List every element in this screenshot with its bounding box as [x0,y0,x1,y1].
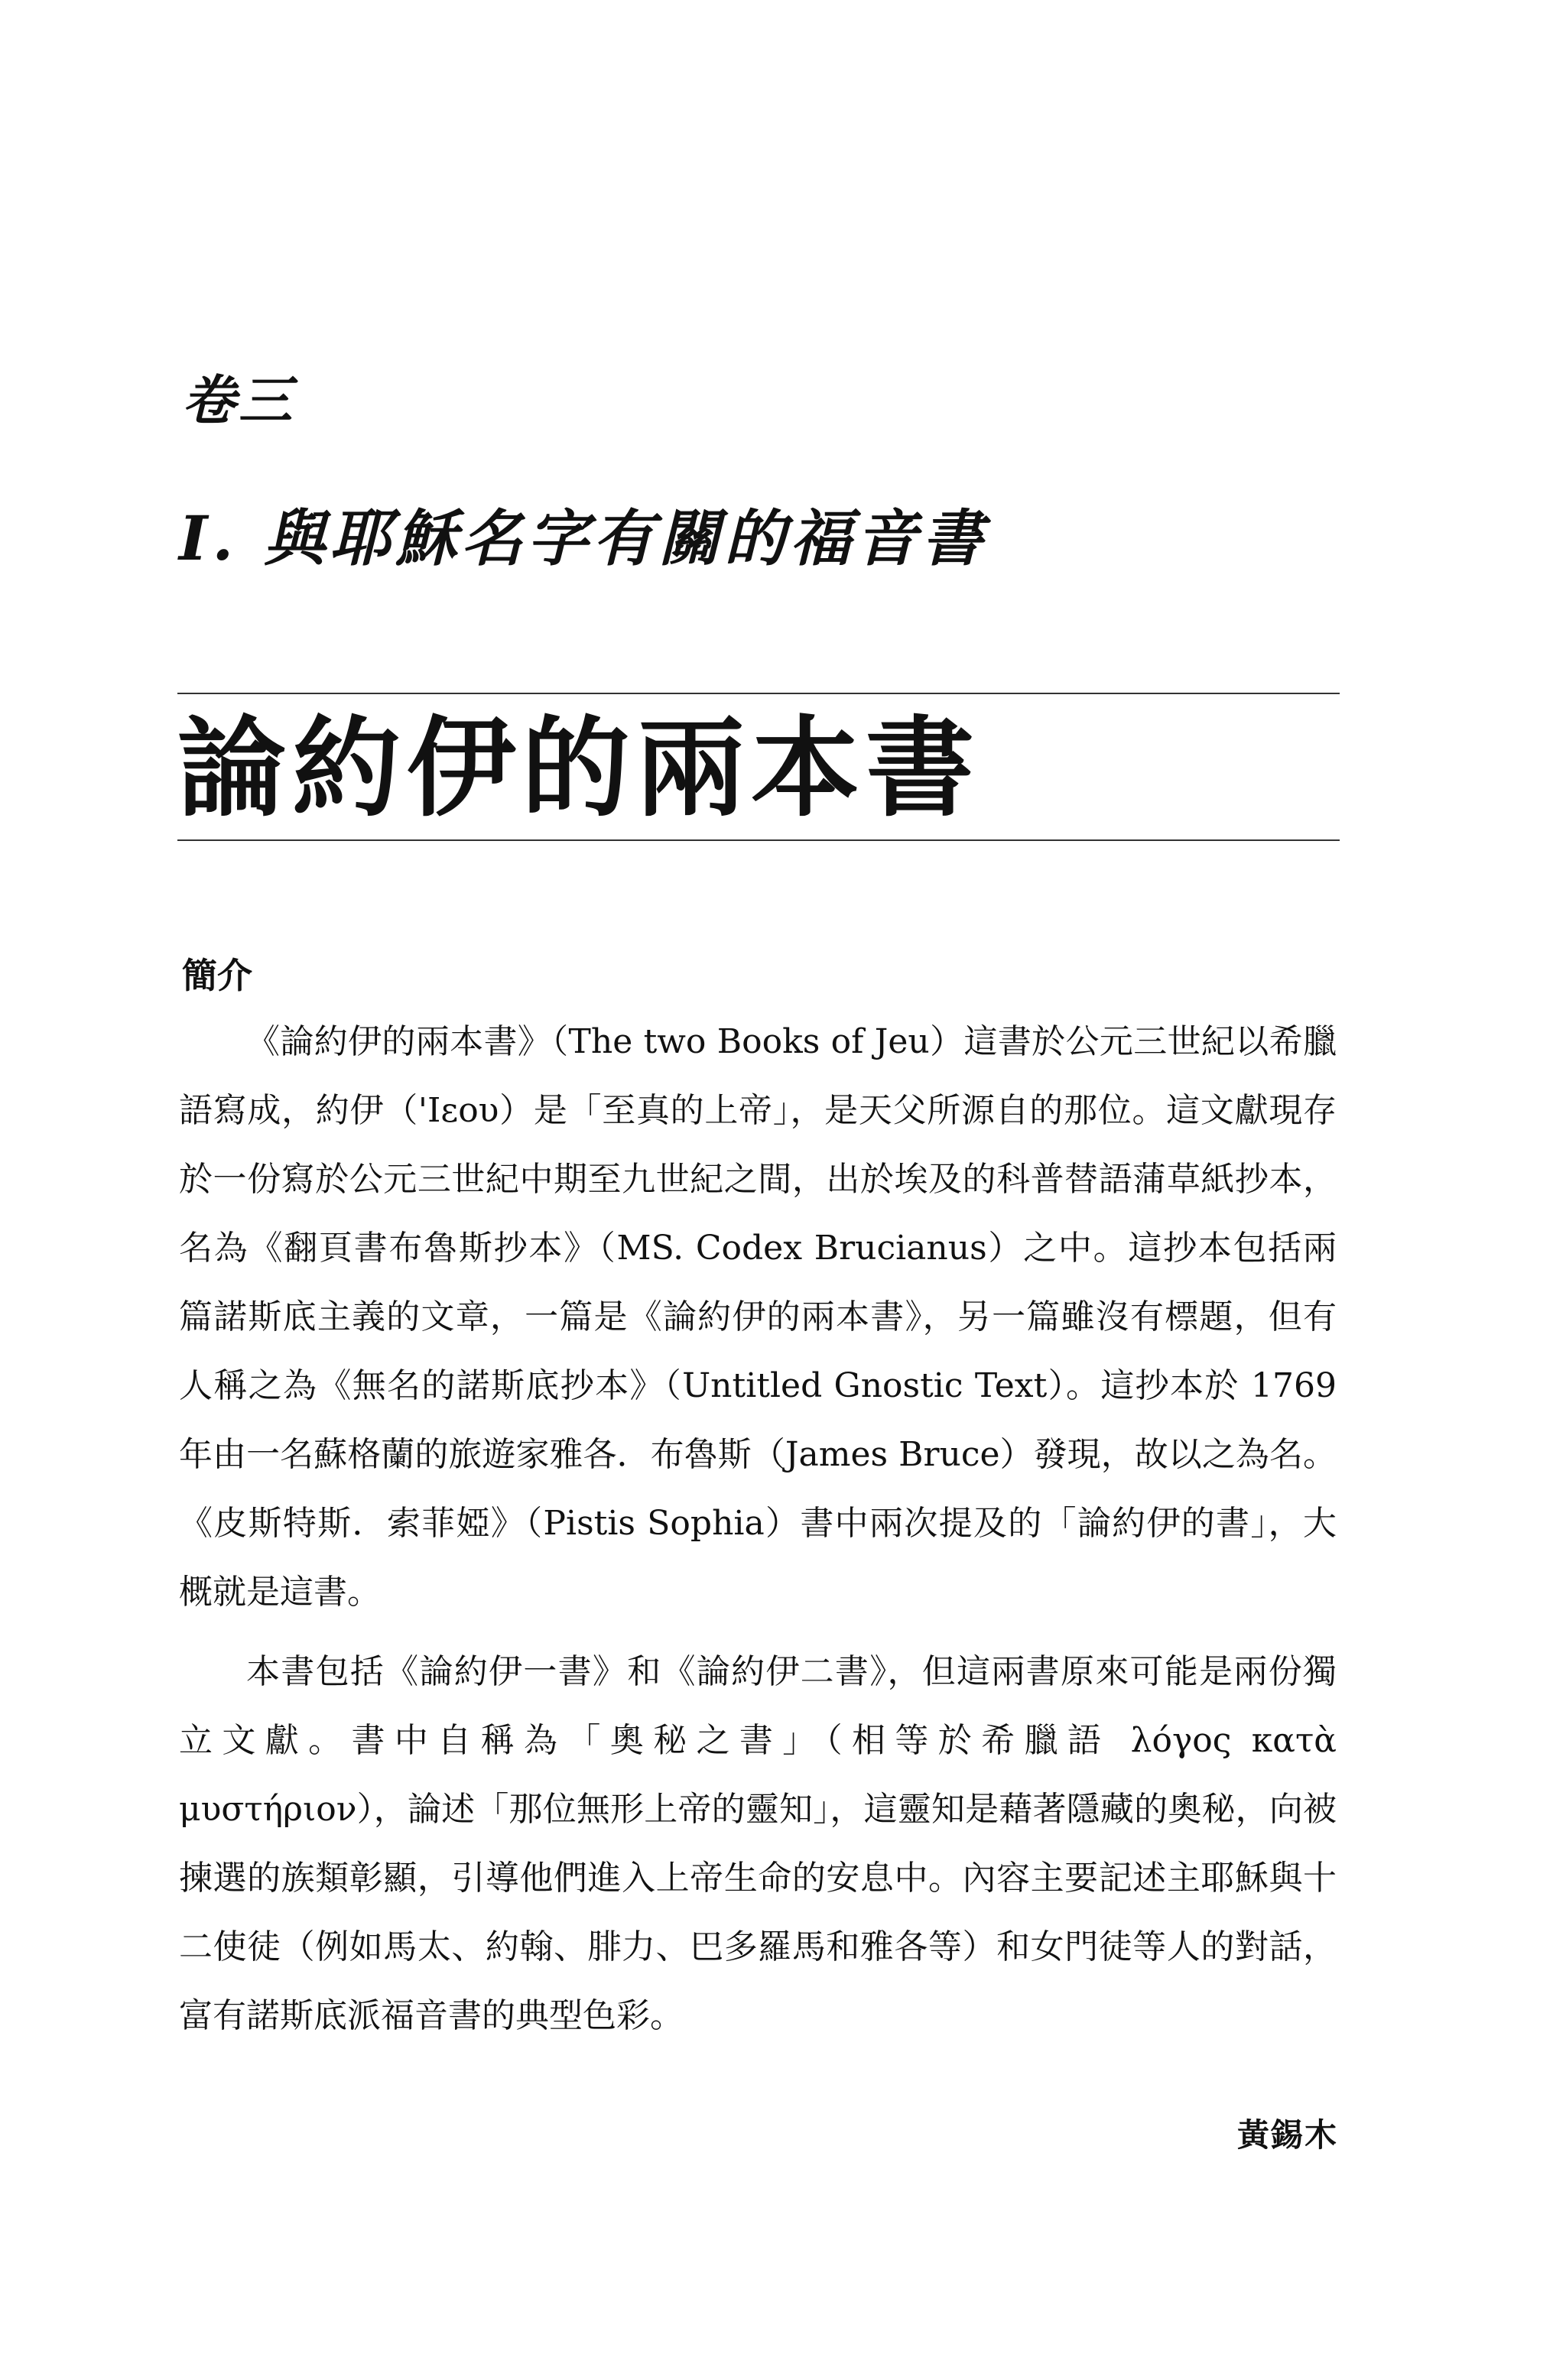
section-title: I. 與耶穌名字有關的福音書 [179,502,988,574]
document-title: 論約伊的兩本書 [177,706,980,832]
volume-label: 卷三 [182,369,295,432]
paragraph: 本書包括《論約伊一書》和《論約伊二書》，但這兩書原來可能是兩份獨立文獻。書中自稱為「奧秘之書」（相等於希臘語 λόγος κατὰ μυστήριον），論述「那位無形上帝的靈知」，這靈知是藉著隱藏的奧秘，向被揀選的族類彰顯，引導他們進入上帝生命的安息中。內容主要記述主耶穌與十二使徒（例如馬太、約翰、腓力、巴多羅馬和雅各等）和女門徒等人的對話，富有諾斯底派福音書的典型色彩。 [179,1652,1337,2035]
title-rule-top [177,693,1340,694]
title-rule-bottom [177,839,1340,841]
paragraph: 《論約伊的兩本書》（The two Books of Jeu）這書於公元三世紀以希臘語寫成，約伊（'Ιεου）是「至真的上帝」，是天父所源自的那位。這文獻現存於一份寫於公元三世紀中期至九世紀之間，出於埃及的科普替語蒲草紙抄本，名為《翻頁書布魯斯抄本》（MS. Codex Brucianus）之中。這抄本包括兩篇諾斯底主義的文章，一篇是《論約伊的兩本書》，另一篇雖沒有標題，但有人稱之為《無名的諾斯底抄本》（Untitled Gnostic Text）。這抄本於 1769 年由一名蘇格蘭的旅遊家雅各．布魯斯（James Bruce）發現，故以之為名。《皮斯特斯．索菲婭》（Pistis Sophia）書中兩次提及的「論約伊的書」，大概就是這書。 [179,1022,1337,1612]
author-name: 黃錫木 [1236,2116,1338,2154]
intro-heading: 簡介 [182,955,252,996]
body-text [179,1008,1337,2061]
